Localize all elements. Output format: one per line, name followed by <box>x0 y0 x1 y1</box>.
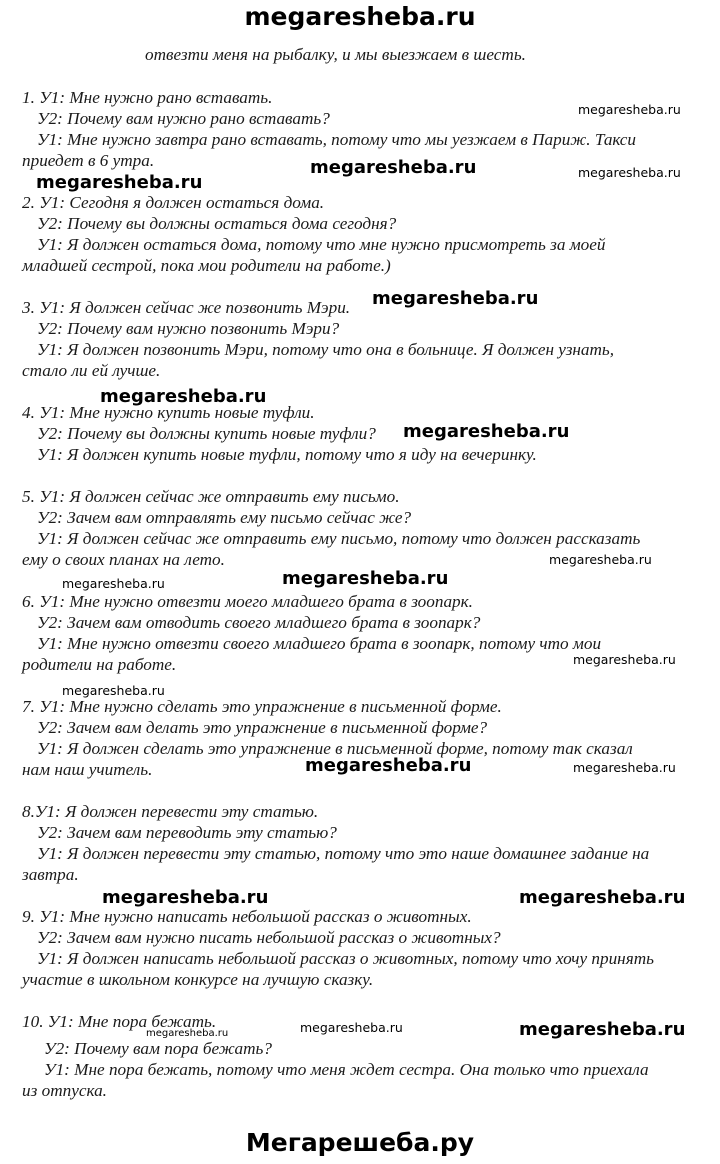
intro-line: отвезти меня на рыбалку, и мы выезжаем в шесть. <box>145 45 526 64</box>
text-line: 5. У1: Я должен сейчас же отправить ему письмо. <box>22 487 400 506</box>
text-line: У1: Мне нужно отвезти своего младшего брата в зоопарк, потому что мои <box>37 634 602 653</box>
text-line: завтра. <box>22 865 79 884</box>
text-line: 4. У1: Мне нужно купить новые туфли. <box>22 403 315 422</box>
watermark: megaresheba.ru <box>519 887 686 908</box>
watermark: megaresheba.ru <box>146 1028 229 1039</box>
text-line: У1: Я должен купить новые туфли, потому что я иду на вечеринку. <box>37 445 537 464</box>
watermark: megaresheba.ru <box>62 576 165 591</box>
text-line: У2: Зачем вам переводить эту статью? <box>37 823 337 842</box>
watermark: megaresheba.ru <box>62 683 165 698</box>
watermark: megaresheba.ru <box>519 1019 686 1040</box>
text-line: У1: Я должен сейчас же отправить ему письмо, потому что должен рассказать <box>37 529 641 548</box>
watermark: megaresheba.ru <box>282 568 449 589</box>
watermark: megaresheba.ru <box>578 165 681 180</box>
text-line: 3. У1: Я должен сейчас же позвонить Мэри. <box>22 298 351 317</box>
text-line: У1: Я должен остаться дома, потому что мне нужно присмотреть за моей <box>37 235 606 254</box>
text-line: ему о своих планах на лето. <box>22 550 225 569</box>
text-line: У2: Почему вы должны купить новые туфли? <box>37 424 376 443</box>
text-line: 7. У1: Мне нужно сделать это упражнение в письменной форме. <box>22 697 502 716</box>
text-line: У2: Почему вы должны остаться дома сегодня? <box>37 214 397 233</box>
watermark: megaresheba.ru <box>100 386 267 407</box>
watermark: megaresheba.ru <box>578 102 681 117</box>
text-line: У2: Зачем вам отводить своего младшего брата в зоопарк? <box>37 613 481 632</box>
watermark: megaresheba.ru <box>372 288 539 309</box>
watermark: megaresheba.ru <box>300 1020 403 1035</box>
text-line: 8.У1: Я должен перевести эту статью. <box>22 802 319 821</box>
text-line: из отпуска. <box>22 1081 107 1100</box>
text-line: У2: Почему вам нужно рано вставать? <box>37 109 330 128</box>
text-line: У1: Я должен сделать это упражнение в письменной форме, потому так сказал <box>37 739 633 758</box>
watermark: megaresheba.ru <box>403 421 570 442</box>
text-line: младшей сестрой, пока мои родители на работе.) <box>22 256 391 275</box>
text-line: У1: Я должен написать небольшой рассказ о животных, потому что хочу принять <box>37 949 654 968</box>
text-line: У1: Мне пора бежать, потому что меня ждет сестра. Она только что приехала <box>44 1060 649 1079</box>
watermark: megaresheba.ru <box>573 760 676 775</box>
text-line: 1. У1: Мне нужно рано вставать. <box>22 88 273 107</box>
text-line: нам наш учитель. <box>22 760 153 779</box>
page-footer: Мегарешеба.ру <box>245 1128 475 1157</box>
text-line: У1: Мне нужно завтра рано вставать, потому что мы уезжаем в Париж. Такси <box>37 130 637 149</box>
text-line: У2: Зачем вам нужно писать небольшой рассказ о животных? <box>37 928 501 947</box>
text-line: У2: Почему вам пора бежать? <box>44 1039 272 1058</box>
text-line: 10. У1: Мне пора бежать. <box>22 1012 217 1031</box>
text-line: стало ли ей лучше. <box>22 361 161 380</box>
text-line: приедет в 6 утра. <box>22 151 155 170</box>
text-line: 6. У1: Мне нужно отвезти моего младшего брата в зоопарк. <box>22 592 473 611</box>
watermark: megaresheba.ru <box>310 157 477 178</box>
text-line: 9. У1: Мне нужно написать небольшой рассказ о животных. <box>22 907 472 926</box>
text-line: У1: Я должен позвонить Мэри, потому что она в больнице. Я должен узнать, <box>37 340 615 359</box>
page-header: megaresheba.ru <box>244 2 476 31</box>
text-line: У2: Почему вам нужно позвонить Мэри? <box>37 319 340 338</box>
text-line: участие в школьном конкурсе на лучшую сказку. <box>22 970 374 989</box>
watermark: megaresheba.ru <box>549 552 652 567</box>
text-line: родители на работе. <box>22 655 177 674</box>
text-line: У2: Зачем вам делать это упражнение в письменной форме? <box>37 718 488 737</box>
text-line: У1: Я должен перевести эту статью, потому что это наше домашнее задание на <box>37 844 650 863</box>
watermark: megaresheba.ru <box>305 755 472 776</box>
watermark: megaresheba.ru <box>36 172 203 193</box>
watermark: megaresheba.ru <box>102 887 269 908</box>
text-line: 2. У1: Сегодня я должен остаться дома. <box>22 193 325 212</box>
text-line: У2: Зачем вам отправлять ему письмо сейчас же? <box>37 508 412 527</box>
watermark: megaresheba.ru <box>573 652 676 667</box>
